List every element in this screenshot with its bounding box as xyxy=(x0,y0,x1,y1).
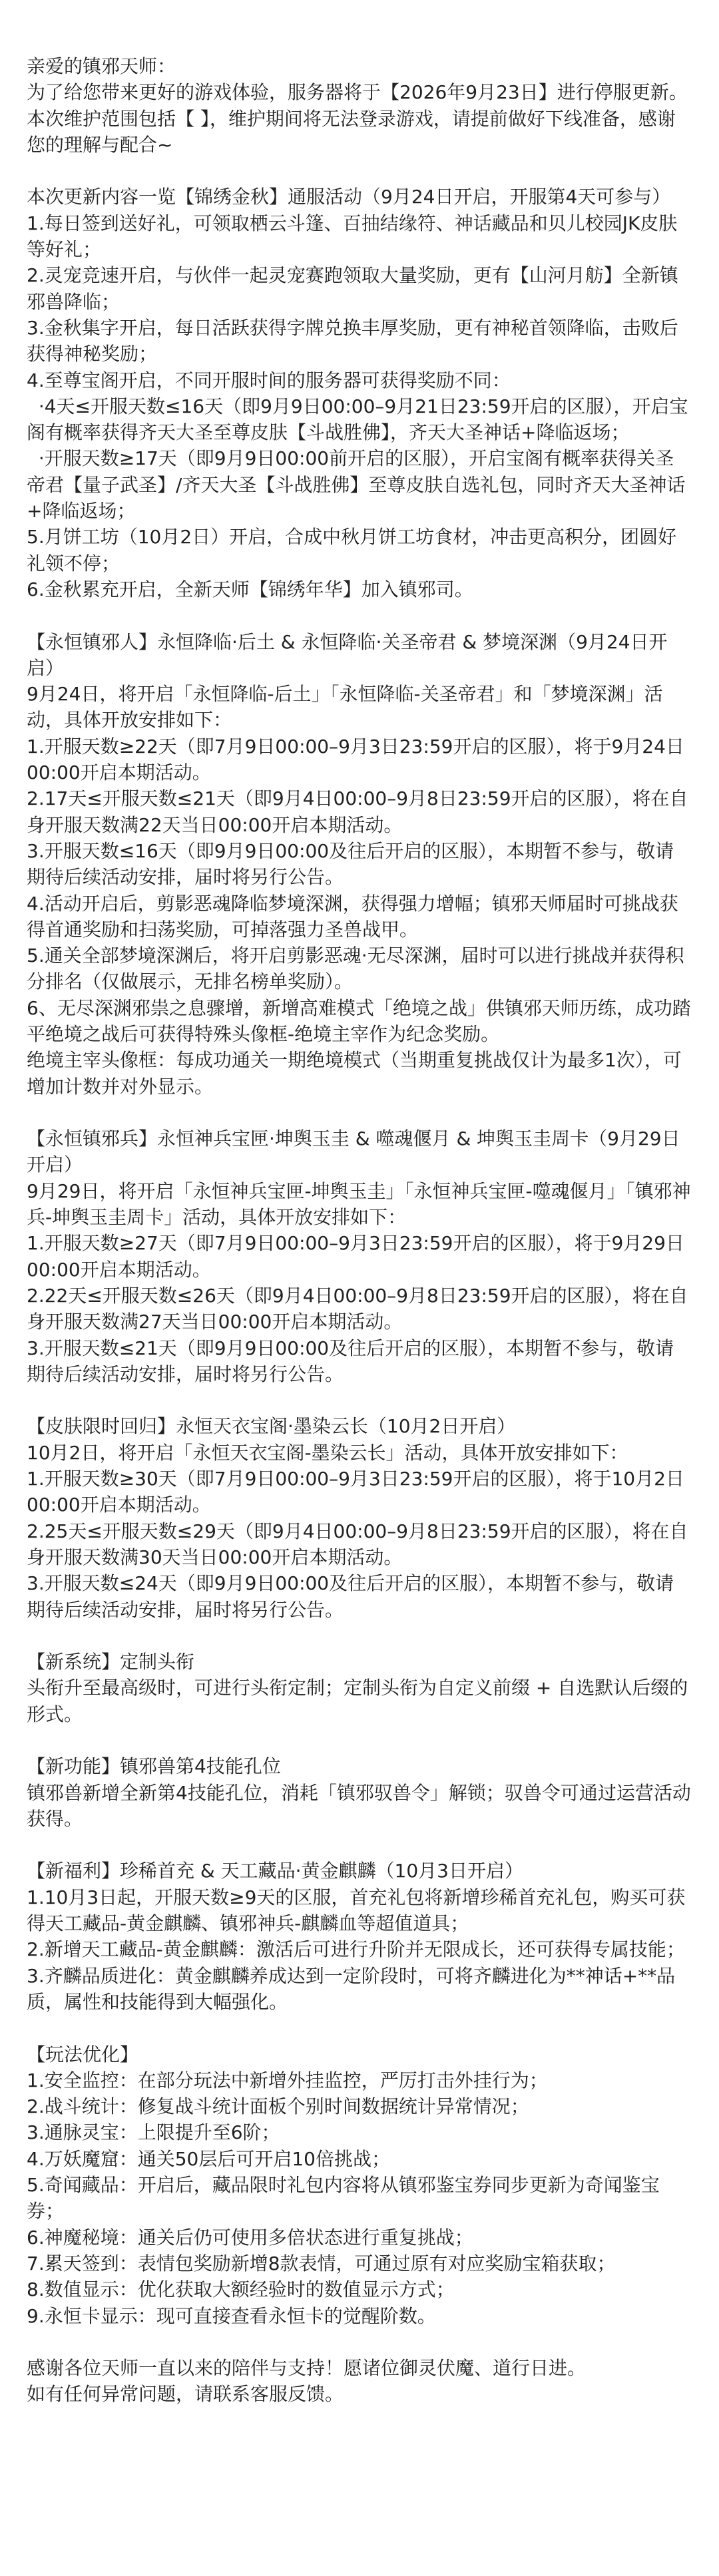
text-line: 5.奇闻藏品：开启后，藏品限时礼包内容将从镇邪鉴宝券同步更新为奇闻鉴宝券； xyxy=(27,2174,660,2223)
text-line: 2.战斗统计：修复战斗统计面板个别时间数据统计异常情况； xyxy=(27,2095,529,2118)
text-line: 【新功能】镇邪兽第4技能孔位 xyxy=(27,1755,281,1778)
text-line: 3.开服天数≤21天（即9月9日00:00及往后开启的区服），本期暂不参与，敬请期待后续活动安排，届时将另行公告。 xyxy=(27,1337,674,1385)
text-line: 2.25天≤开服天数≤29天（即9月4日00:00–9月8日23:59开启的区服），将在自身开服天数满30天当日00:00开启本期活动。 xyxy=(27,1520,688,1568)
paragraph-spacer xyxy=(27,2015,692,2041)
text-line: ·开服天数≥17天（即9月9日00:00前开启的区服），开启宝阁有概率获得关圣帝君【量子武圣】/齐天大圣【斗战胜佛】至尊皮肤自选礼包，同时齐天大圣神话+降临返场； xyxy=(27,447,686,523)
paragraph-spacer xyxy=(27,2329,692,2355)
text-line: 1.每日签到送好礼，可领取栖云斗篷、百抽结缘符、神话藏品和贝儿校园JK皮肤等好礼； xyxy=(27,212,678,261)
text-line: 4.至尊宝阁开启，不同开服时间的服务器可获得奖励不同： xyxy=(27,369,511,391)
text-line: 2.22天≤开服天数≤26天（即9月4日00:00–9月8日23:59开启的区服），将在自身开服天数满27天当日00:00开启本期活动。 xyxy=(27,1284,688,1333)
text-line: 7.累天签到：表情包奖励新增8款表情，可通过原有对应奖励宝箱获取； xyxy=(27,2252,616,2274)
text-line: 4.万妖魔窟：通关50层后可开启10倍挑战； xyxy=(27,2147,390,2170)
paragraph-spacer xyxy=(27,1727,692,1753)
text-line: 9.永恒卡显示：现可直接查看永恒卡的觉醒阶数。 xyxy=(27,2304,436,2327)
text-line: 2.17天≤开服天数≤21天（即9月4日00:00–9月8日23:59开启的区服），将在自身开服天数满22天当日00:00开启本期活动。 xyxy=(27,787,688,836)
text-line: 【永恒镇邪人】永恒降临·后土 & 永恒降临·关圣帝君 & 梦境深渊（9月24日开启） xyxy=(27,630,668,679)
text-line: 3.金秋集字开启，每日活跃获得字牌兑换丰厚奖励，更有神秘首领降临，击败后获得神秘奖励； xyxy=(27,316,678,365)
text-line: ·4天≤开服天数≤16天（即9月9日00:00–9月21日23:59开启的区服），开启宝阁有概率获得齐天大圣至尊皮肤【斗战胜佛】，齐天大圣神话+降临返场； xyxy=(27,395,688,444)
text-line: 本次更新内容一览【锦绣金秋】通服活动（9月24日开启，开服第4天可参与） xyxy=(27,186,671,208)
text-line: 9月29日，将开启「永恒神兵宝匣-坤舆玉圭」「永恒神兵宝匣-噬魂偃月」「镇邪神兵-坤舆玉圭周卡」活动，具体开放安排如下： xyxy=(27,1180,691,1229)
text-line: 1.开服天数≥30天（即7月9日00:00–9月3日23:59开启的区服），将于10月2日00:00开启本期活动。 xyxy=(27,1468,684,1516)
paragraph-spacer xyxy=(27,158,692,184)
text-line: 5.月饼工坊（10月2日）开启，合成中秋月饼工坊食材，冲击更高积分，团圆好礼领不停； xyxy=(27,526,677,574)
text-line: 10月2日，将开启「永恒天衣宝阁-墨染云长」活动，具体开放安排如下： xyxy=(27,1441,628,1464)
paragraph-spacer xyxy=(27,1832,692,1858)
text-line: 亲爱的镇邪天师： xyxy=(27,55,176,77)
paragraph-spacer xyxy=(27,1623,692,1649)
text-line: 1.开服天数≥22天（即7月9日00:00–9月3日23:59开启的区服），将于9月24日00:00开启本期活动。 xyxy=(27,735,684,784)
text-line: 6.金秋累充开启，全新天师【锦绣年华】加入镇邪司。 xyxy=(27,578,473,600)
text-line: 1.开服天数≥27天（即7月9日00:00–9月3日23:59开启的区服），将于9月29日00:00开启本期活动。 xyxy=(27,1232,684,1281)
text-line: 9月24日，将开启「永恒降临-后土」「永恒降临-关圣帝君」和「梦境深渊」活动，具体开放安排如下： xyxy=(27,683,663,732)
text-line: 【玩法优化】 xyxy=(27,2043,139,2065)
text-line: 绝境主宰头像框：每成功通关一期绝境模式（当期重复挑战仅计为最多1次），可增加计数并对外显示。 xyxy=(27,1049,682,1098)
text-line: 5.通关全部梦境深渊后，将开启剪影恶魂·无尽深渊，届时可以进行挑战并获得积分排名（仅做展示，无排名榜单奖励）。 xyxy=(27,945,684,993)
text-line: 2.灵宠竞速开启，与伙伴一起灵宠赛跑领取大量奖励，更有【山河月舫】全新镇邪兽降临； xyxy=(27,264,678,313)
text-line: 如有任何异常问题，请联系客服反馈。 xyxy=(27,2383,344,2406)
text-line: 1.10月3日起，开服天数≥9天的区服，首充礼包将新增珍稀首充礼包，购买可获得天工藏品-黄金麒麟、镇邪神兵-麒麟血等超值道具； xyxy=(27,1886,686,1935)
paragraph-spacer xyxy=(27,602,692,628)
text-line: 头衔升至最高级时，可进行头衔定制；定制头衔为自定义前缀 + 自选默认后缀的形式。 xyxy=(27,1677,688,1725)
text-line: 【新福利】珍稀首充 & 天工藏品·黄金麒麟（10月3日开启） xyxy=(27,1860,523,1882)
text-line: 1.安全监控：在部分玩法中新增外挂监控，严厉打击外挂行为； xyxy=(27,2069,548,2091)
text-line: 3.齐麟品质进化：黄金麒麟养成达到一定阶段时，可将齐麟进化为**神话+**品质，属性和技能得到大幅强化。 xyxy=(27,1964,676,2013)
text-line: 为了给您带来更好的游戏体验，服务器将于【2026年9月23日】进行停服更新。本次维护范围包括【 】，维护期间将无法登录游戏，请提前做好下线准备，感谢您的理解与配合~ xyxy=(27,81,688,156)
paragraph-spacer xyxy=(27,1387,692,1413)
text-line: 6、无尽深渊邪祟之息骤增，新增高难模式「绝境之战」供镇邪天师历练，成功踏平绝境之战后可获得特殊头像框-绝境主宰作为纪念奖励。 xyxy=(27,996,691,1045)
text-line: 3.开服天数≤16天（即9月9日00:00及往后开启的区服），本期暂不参与，敬请期待后续活动安排，届时将另行公告。 xyxy=(27,839,674,889)
paragraph-spacer xyxy=(27,1100,692,1126)
text-line: 3.开服天数≤24天（即9月9日00:00及往后开启的区服），本期暂不参与，敬请期待后续活动安排，届时将另行公告。 xyxy=(27,1572,674,1621)
text-line: 【皮肤限时回归】永恒天衣宝阁·墨染云长（10月2日开启） xyxy=(27,1415,516,1438)
text-line: 4.活动开启后，剪影恶魂降临梦境深渊，获得强力增幅；镇邪天师届时可挑战获得首通奖励和扫荡奖励，可掉落强力圣兽战甲。 xyxy=(27,892,678,941)
text-line: 3.通脉灵宝：上限提升至6阶； xyxy=(27,2121,280,2144)
text-line: 2.新增天工藏品-黄金麒麟：激活后可进行升阶并无限成长，还可获得专属技能； xyxy=(27,1938,685,1961)
text-line: 【永恒镇邪兵】永恒神兵宝匣·坤舆玉圭 & 噬魂偃月 & 坤舆玉圭周卡（9月29日开启） xyxy=(27,1128,680,1176)
text-line: 6.神魔秘境：通关后仍可使用多倍状态进行重复挑战； xyxy=(27,2226,473,2249)
text-line: 感谢各位天师一直以来的陪伴与支持！愿诸位御灵伏魔、道行日进。 xyxy=(27,2357,587,2380)
text-line: 8.数值显示：优化获取大额经验时的数值显示方式； xyxy=(27,2278,455,2301)
text-line: 镇邪兽新增全新第4技能孔位，消耗「镇邪驭兽令」解锁；驭兽令可通过运营活动获得。 xyxy=(27,1781,691,1830)
text-line: 【新系统】定制头衔 xyxy=(27,1651,195,1673)
